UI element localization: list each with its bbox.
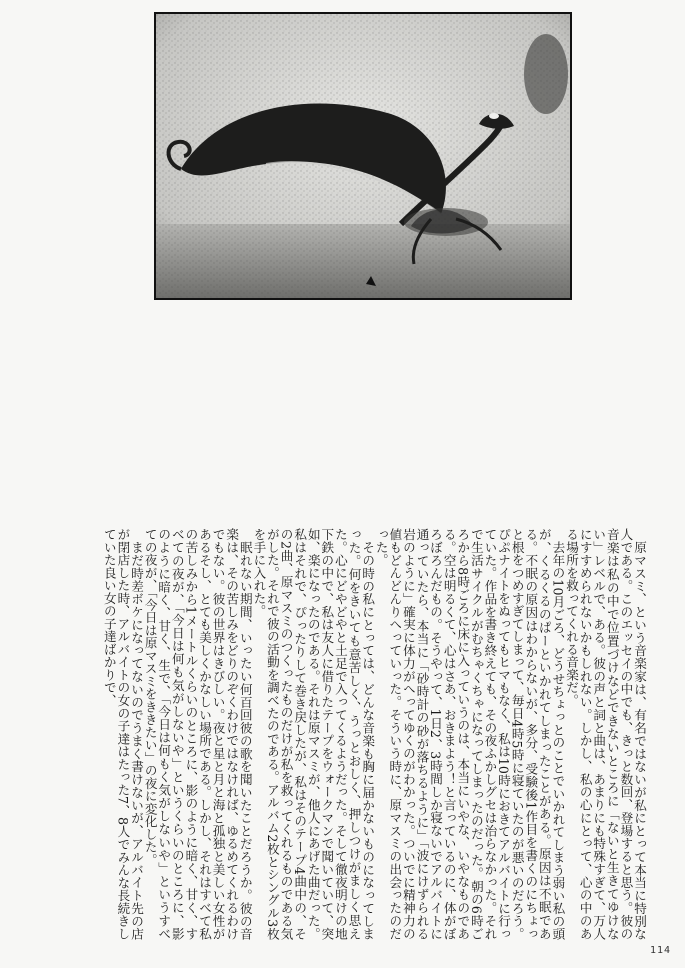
illustration — [154, 12, 572, 300]
essay-paragraph: まだ時差ボケになってないのでうまく書けないが、アルバイト先の店が閉店した時、アルバイトの女の子達はたった7、8人でみんな長続きしていた良い女の子達ばかりで、 — [101, 528, 145, 940]
essay-paragraph: 原マスミ、という音楽家は、有名ではないが私にとって本当に特別な人である。このエッセイの中でも、きっと数回、登場すると思う。彼の音楽は私の中で位置づけなどできないところに「ないと生きてゆけない」レベルで、ある。彼の声と詞と曲は、あまりにも特殊すぎて、万人にすすめられないかもしれない。しかし、私の心にとって、心の中のある場所を救ってくれる音楽だ。 — [564, 528, 647, 940]
leaf-creature-illustration — [156, 14, 570, 298]
essay-paragraph: 去年の10月ごろ、どうせちょっとのことでいかれてしまう弱い私の頭が、くるくるのぱーといかれてしまったことがある。原因は不眠である。不眠の原因はわからないが、多分、受験後1作目を書くのにちょっと根をつめすぎてしまって、毎日4時5時に寝ていたのが悪いのだろう。ぴぷナイトをぬってもヒマもなく、私は10時におきてアルバイトに行っていた。作品を書き終えても、その夜ふかしグセは治らなかった。それで生活サイクルがむちゃくちゃになってしまったのだった。朝の6時ごろから8時ごろに床に入っていうのは、本当にいやな、いやなものである。空は明るくて、心はさあ、おきまよう！と言っているのに、体がぼろぼろんだもの。そうやって、1日2、3時間しか寝ないでアルバイトに通っていたら、本当に「砂時計の砂が落ちるように」「波にけずられる岩のように」確実に体力がへってゆくのがわかった。ついでに精神力の値もどんどんりへっていった。そういう時に、原マスミの出会ったのだった。 — [373, 528, 566, 940]
essay-body-text — [101, 528, 647, 940]
page-number: 114 — [650, 945, 672, 956]
essay-paragraph: 眠れない期間、いったい何百回彼の歌を聞いたことだろうか。彼の音楽は、その苦しみをどりのぞくわけではなければ、ゆるめてくれるわけでもない。彼の世界はきびしい。夜と星と月と海と孤独と美しい女性があるそし、とても美しくかなしい場所である。しかし、それはすべて私の苦しみから1メートルくらいのところに、影のように暗く、甘く、すべての夜が、「今日は何も気がしないや」というくらいのところに、影のように暗く、甘く、生で、「今日は何もく気がしないや」というすべての夜が、「今日は原マスミをききたい」の夜に変化した。 — [142, 528, 253, 940]
essay-paragraph: その時の私にとっては、どんな音楽も胸に届かないものになってしまった。何をきいても意苦しく、うっとおしく、押しつけがましく思えた。心にどやどやと土足で入ってくるようだった。そして徹夜明けの地下鉄の中で、私は友人に借りたテープをウォークマンで聞いていて、突如、楽になったのである。それは原マスミが、他人にあげた曲だった。私はそれで、ぴったりして巻き戻したが、私はそのテープ4曲中の、その2曲、原マスミのつくったものだけが私を救ってくれるものである気がした。それで彼の活動を調べたのである。アルバム2枚とシングル3枚を手に入れた。 — [251, 528, 376, 940]
